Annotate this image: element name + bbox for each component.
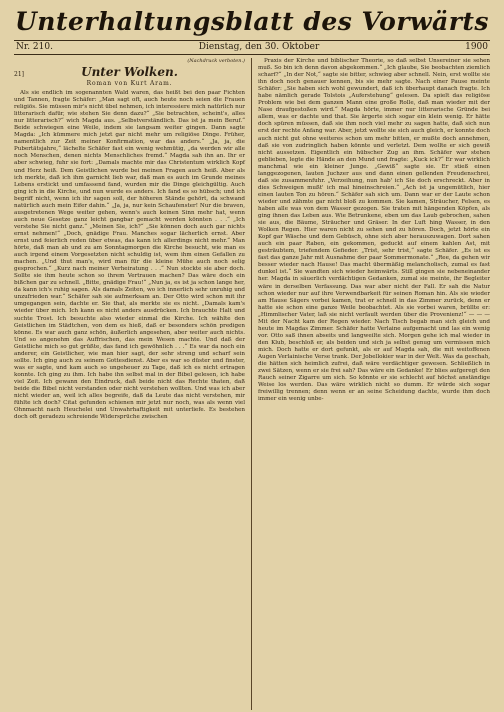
serial-number: 21] — [14, 71, 24, 78]
dateline — [14, 40, 490, 55]
story-heading — [14, 65, 245, 79]
issue-number: Nr. 210. — [16, 42, 53, 52]
story-subtitle: Roman von Kurt Aram. — [86, 80, 173, 87]
reprint-notice: (Nachdruck verboten.) — [187, 58, 245, 64]
issue-year: 1900 — [465, 42, 488, 52]
right-column — [252, 58, 490, 710]
story-title: Unter Wolken. — [81, 65, 178, 79]
left-column — [14, 58, 252, 710]
masthead-title: Unterhaltungsblatt des Vorwärts — [14, 7, 490, 36]
text-columns — [14, 58, 490, 710]
left-column-text: Als sie endlich im sogenannten Wald waren, das heißt bei den paar Fichten und Tannen, fragte Schäfer: „Man sagt oft, auch heute noch seien die Frauen religiös. Sie müssen mir's nicht übel nehmen, ich interessiere mich natürlich nur litterarisch dafür, wie stehen Sie denn dazu?“ „Sie betrachten, scheint's, alles nur litterarisch?“ wich Magda aus. „Selbstverständlich. Das ist ja mein Beruf.“ Beide schwiegen eine Weile, indem sie langsam weiter gingen. Dann sagte Magda: „Ich kümmere mich jetzt gar nicht mehr um religiöse Dinge. Früher, namentlich zur Zeit meiner Konfirmation, war das anders.“ „Ja, ja, die Pubertätsjahre,“ lächelte Schäfer fast ein wenig wehmütig, „da werden wir alle noch Menschen, denen nichts Menschliches fremd.“ Magda sah ihn an. Ihr er aber schwieg, fuhr sie fort: „Damals machte mir das Christentum wirklich Kopf und Herz heiß. Dem Geistlichen wurde bei meinen Fragen auch heiß. Aber als ich merkte, daß ich ihm garnicht lieb war, daß man es auch im Grunde meines Lebens erstickt und umfassend fand, wurden mir die Dinge gleichgültig. Auch ging ich in die Kirche, und nun wurde es anders. Ich fand es so hübsch; und ich begriff nicht, wenn ich ihr sagen soll, der höheren Stände gehört, da schwand natürlich auch mein Eifer dahin.“ „Ja, ja, nur kein Schaufenster! Nur die braven, ausgetretenen Wege weiter gehen, wenn's auch keinen Sinn mehr hat, wenn auch neue Gesetze ganz leicht gangbar gemacht werden könnten . . .“ „Ich verstehe Sie nicht ganz.“ „Meinen Sie, ich?“ „Sie können doch auch gar nichts ernst nehmen!“ „Doch, gnädige Frau. Manches sogar lächerlich ernst. Aber ernst und feierlich reden über etwas, das kann ich allerdings nicht mehr.“ Man hörte, daß man ab und zu am Sonntagmorgen die Kirche besucht, wie man es auch irgend einem Vorgesetzten nicht schuldig ist, wem ihm einen Gefallen zu machen. „Und thut man's, wird man für die kleine Mühe auch noch selig gesprochen.“ „Kurz nach meiner Verheiratung . . .“ Nun stockte sie aber doch. Sollte sie ihm heute schon so ihrem Vertrauen machen? Das wäre doch ein bißchen gar zu schnell. „Bitte, gnädige Frau!“ „Nun ja, es ist ja schon lange her, da kann ich's ruhig sagen. Als damals Zeiten, wo ich innerlich sehr unruhig und unzufrieden war.“ Schäfer sah sie aufmerksam an. Der Otto wird schon mit ihr umgegangen sein, dachte er. Sie that, als merkte sie es nicht. „Damals kam's wieder über mich. Ich kann es nicht anders ausdrücken. Ich brauchte Halt und suchte Trost. Ich besuchte also wieder einmal die Kirche. Ich wählte den Geistlichen im Städtchen, von dem es hieß, daß er besonders schön predigen könne. Es war auch ganz schön, äußerlich angesehen, aber weiter auch nichts. Und so angenehm das Auffrischen, das mein Wesen machte. Und daß der Geistliche mich so gut grüßte, das fand ich gewöhnlich . . .“ Es war da noch ein anderer, ein Geistlicher, wie man hier sagt, der sehr streng und scharf sein sollte. Ich ging auch zu seinem Gottesdienst. Aber es war so düster und finster, was er sagte, und kam auch so ungeheuer zu Tage, daß ich es nicht ertragen konnte. Ich ging zu ihm. Ich habe ihn selbst mal in der Bibel gelesen, ich habe viel Zeit. Ich gewann den Eindruck, daß beide nicht das Rechte thaten, daß beide die Bibel nicht verstanden oder nicht verstehen wollten. Und was ich aber nicht wieder an, weil ich alles begreife, daß da Leute das nicht verstehen, mir fühlte ich doch? Citat gefunden schienen mir jetzt nur noch, was als wenn viel Ohnmacht nach Heuchelei und Unwahrhaftigkeit mit unterliefe. Es bestehen doch oft geradezu schreiende Widersprüche zwischen — [14, 90, 245, 421]
right-column-text: Praxis der Kirche und biblischer Theorie, so daß selbst Unsereiner sie sehen muß. So bin ich denn davon abgekommen.“ „Ich glaube, Sie beobachten ziemlich scharf?“ „In der Not,“ sagte sie bitter, schwieg aber schnell. Nein, erst wollte sie ihn doch noch genauer kennen, bis sie mehr sagte. Nach einer Pause meinte Schäfer: „Sie haben sich wohl gewundert, daß ich überhaupt danach fragte. Ich habe nämlich gerade Tolstois „Auferstehung“ gelesen. Da spielt das religiöse Problem wie bei dem ganzen Mann eine große Rolle, daß man wieder mit der Nase draufgestoßen wird.“ Magda hörte, immer nur litterarische Gründe bei allem, was er dachte und that. Sie ärgerte sich sogar ein klein wenig. Er hätte doch spüren müssen, daß sie ihm noch viel mehr zu sagen hatte, daß sich nun erst der rechte Anfang war. Aber, jetzt wollte sie sich auch gleich, er konnte doch auch nicht gut ohne weiteres schon um mehr bitten, er mußte doch annehmen, daß sie von zudringlich haben könnte und verletzt. Dem wollte er sich gewiß nicht aussetzen. Eigentlich ein hübscher Zug an ihm. Schäfer war stehen geblieben, legte die Hände an den Mund und fragte: „Kuck ick?“ Er war wirklich manchmal wie ein kleiner Junge. „Gewiß“ sagte sie. Er stieß einen langgezogenen, lauten Juchzer aus und dann einen gellenden Freudenschrei, daß sie zusammenfuhr. „Verzeihung, nun hab' ich Sie doch erschreckt. Aber in dies Schweigen mußt' ich mal hineinschreien.“ „Ach ist ja ungemütlich, hier einen lauten Ton zu hören.“ Schäfer sah sich um. Dann war er der Laute schon wieder und zähmte gar nicht bloß zu kommen. Sie kamen, Sträucher, Felsen, es haben alle was von dem Wasser gezogen. Sie traten mit hängenden Köpfen, als ging ihnen das Leben aus. Wie Betrunkene, eben um das Laub gebrochen, sahen sie aus, die Bäume, Sträucher und Gräser. In der Luft hing Wasser, in den Wolken Regen. Hier waren nicht zu sehen und zu hören. Doch, jetzt hörte ein Kopf gar Wäsche und dem Gebüsch, ohne sich aber herauszuwagen. Dort sahen auch ein paar Raben, ein gekommen, geduckt auf einem kahlen Ast, mit gesträubtem, triefendem Gefieder. „Trist, sehr trist,“ sagte Schäfer. „Es ist es fast das ganze Jahr mit Ausnahme der paar Sommermonate.“ „Ree, da gehen wir besser wieder nach Hause! Das macht übermäßig melancholisch, zumal es fast dunkel ist.“ Sie wandten sich wieder heimwärts. Still gingen sie nebeneinander her. Magda in säuerlich verdächtigen Gedanken, zumal sie meinte, ihr Begleiter wäre in derselben Verfassung. Das war aber nicht der Fall. Er sah die Natur schon wieder nur auf ihre Verwendbarkeit für seinen Roman hin. Als sie wieder am Hause Sägers vorbei kamen, trat er schnell in das Zimmer zurück, denn er hatte sie schon eine ganze Weile beobachtet. Als sie vorbei waren, brüllte er: „Himmlischer Vater, laß sie nicht verfault werden über die Provenienz!“ — — — Mit der Nacht kam der Regen wieder. Nach Tisch begab man sich gleich und heute im Magdas Zimmer. Schäfer hatte Verlaine aufgemacht und las ein wenig vor. Otto saß ihnen abseits und langweilte sich. Morgen gehe ich mal wieder in den Klub, beschloß er, als beiden und sich ja selbst genug um vermissen mich mich. Doch hatte er dort gefunkt, als er auf Magda sah, die mit weitoffenen Augen Verlainische Verse trank. Der Jobellokier war in der Welt. Was da geschah, die hätten sich heimlich zufrei, daß wäre verdächtiger gewesen. Schließlich in zwei Sätzen, wenn er sie frei sah? Das wäre ein Gedanke! Er blies aufgeregt den Rauch seiner Zigarre um sich. So könnte er sie schlecht auf höchst anständige Weise los werden. Das wäre wirklich nicht so dumm. Er würde sich sogar freiwillig trennen; denn wenn er an seine Scheidung dachte, wurde ihm doch immer ein wenig unbe- — [258, 58, 490, 403]
issue-date: Dienstag, den 30. Oktober — [198, 42, 320, 52]
